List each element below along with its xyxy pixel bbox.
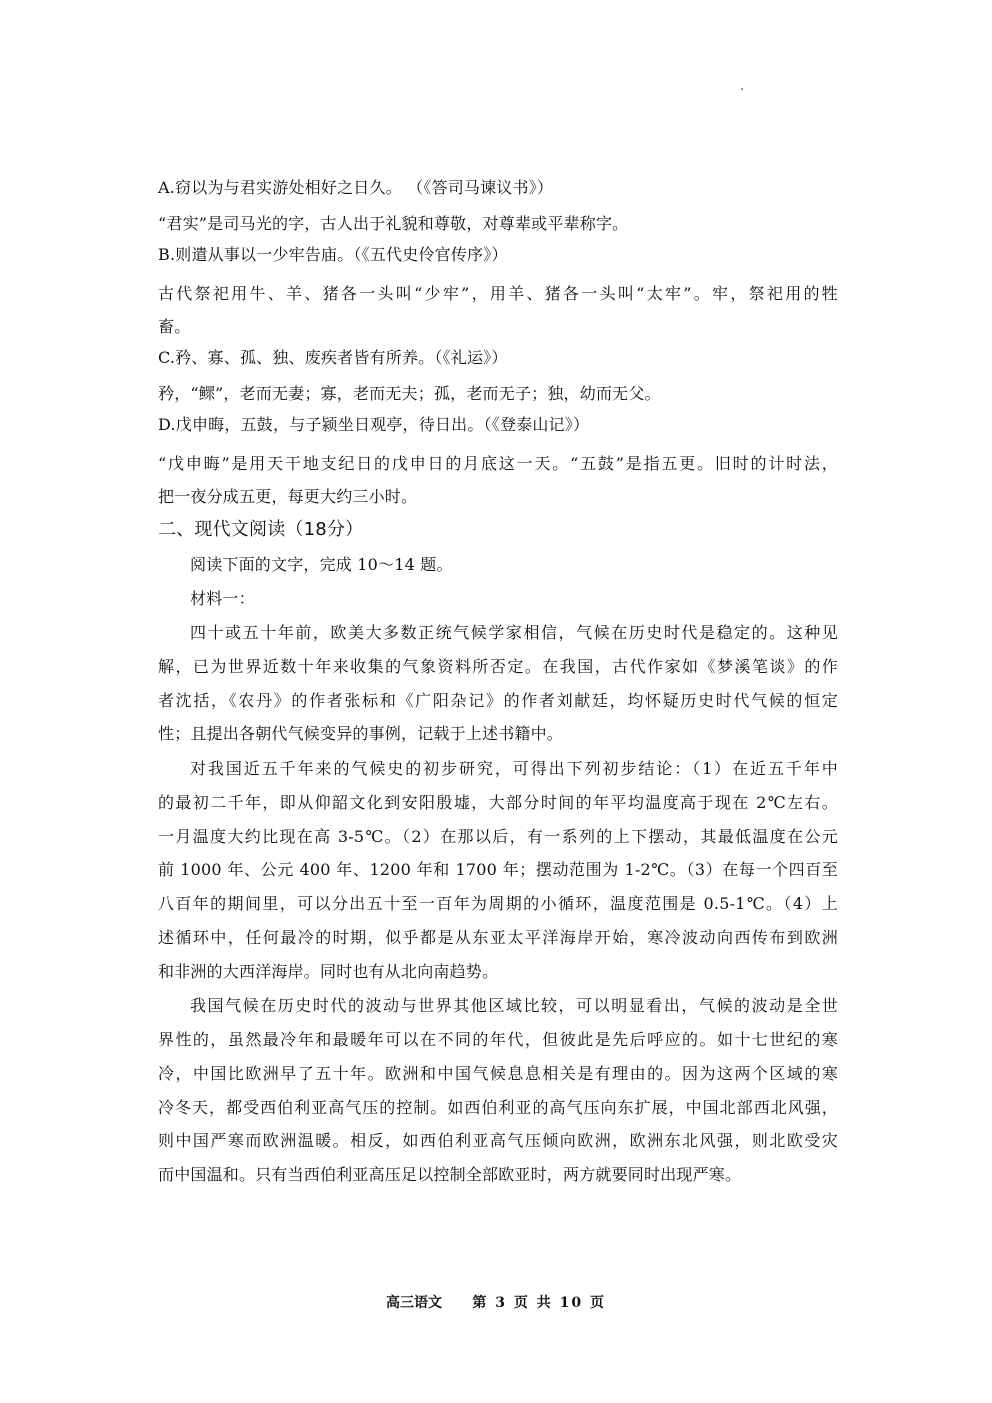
option-c-note: 矜，“鳏”，老而无妻；寡，老而无夫；孤，老而无子；独，幼而无父。 bbox=[158, 384, 661, 403]
paragraph-line: 则中国严寒而欧洲温暖。相反，如西伯利亚高气压倾向欧洲，欧洲东北风强，则北欧受灾 bbox=[158, 1131, 838, 1150]
paragraph-line: 解，已为世界近数十年来收集的气象资料所否定。在我国，古代作家如《梦溪笔谈》的作 bbox=[158, 657, 838, 676]
option-b-note-line2: 畜。 bbox=[158, 317, 191, 336]
paragraph-line: 的最初二千年，即从仰韶文化到安阳殷墟，大部分时间的年平均温度高于现在 2℃左右。 bbox=[158, 793, 838, 812]
option-d-note-line1: “戊申晦”是用天干地支纪日的戊申日的月底这一天。“五鼓”是指五更。旧时的计时法， bbox=[158, 454, 838, 473]
paragraph-line: 述循环中，任何最冷的时期，似乎都是从东亚太平洋海岸开始，寒冷波动向西传布到欧洲 bbox=[158, 928, 838, 947]
paragraph-line: 界性的，虽然最冷年和最暖年可以在不同的年代，但彼此是先后呼应的。如十七世纪的寒 bbox=[158, 1030, 838, 1049]
paragraph-line: 八百年的期间里，可以分出五十至一百年为周期的小循环，温度范围是 0.5-1℃。（4）上 bbox=[158, 894, 838, 913]
paragraph-line: 者沈括，《农丹》的作者张标和《广阳杂记》的作者刘献廷，均怀疑历史时代气候的恒定 bbox=[158, 691, 838, 710]
paragraph-line: 冷冬天，都受西伯利亚高气压的控制。如西伯利亚的高气压向东扩展，中国北部西北风强， bbox=[158, 1098, 838, 1117]
option-b-sentence: B.则遣从事以一少牢告庙。（《五代史伶官传序》） bbox=[158, 245, 508, 264]
section-title: 二、现代文阅读（18分） bbox=[158, 519, 364, 540]
scan-speck bbox=[741, 88, 743, 90]
paragraph-line: 性；且提出各朝代气候变异的事例，记载于上述书籍中。 bbox=[158, 724, 564, 743]
option-a-sentence: A.窃以为与君实游处相好之日久。 （《答司马谏议书》） bbox=[158, 178, 554, 197]
material-label: 材料一： bbox=[190, 589, 255, 608]
page-footer bbox=[0, 1294, 992, 1312]
paragraph-line: 而中国温和。只有当西伯利亚高压足以控制全部欧亚时，两方就要同时出现严寒。 bbox=[158, 1165, 742, 1184]
paragraph-line: 我国气候在历史时代的波动与世界其他区域比较，可以明显看出，气候的波动是全世 bbox=[190, 996, 838, 1015]
option-c-sentence: C.矜、寡、孤、独、废疾者皆有所养。（《礼运》） bbox=[158, 348, 508, 367]
footer-page-number: 第 3 页 共 10 页 bbox=[472, 1295, 607, 1311]
paragraph-line: 对我国近五千年来的气候史的初步研究，可得出下列初步结论：（1）在近五千年中 bbox=[190, 759, 838, 778]
footer-subject: 高三语文 bbox=[385, 1295, 442, 1311]
section-instruction: 阅读下面的文字，完成 10～14 题。 bbox=[190, 555, 453, 574]
paragraph-line: 一月温度大约比现在高 3-5℃。（2）在那以后，有一系列的上下摆动，其最低温度在公元 bbox=[158, 827, 838, 846]
paragraph-line: 四十或五十年前，欧美大多数正统气候学家相信，气候在历史时代是稳定的。这种见 bbox=[190, 623, 838, 642]
paragraph-line: 前 1000 年、公元 400 年、1200 年和 1700 年；摆动范围为 1-2℃。（3）在每一个四百至 bbox=[158, 860, 838, 879]
option-b-note-line1: 古代祭祀用牛、羊、猪各一头叫“少牢”，用羊、猪各一头叫“太牢”。牢，祭祀用的牲 bbox=[158, 284, 838, 303]
option-a-note: “君实”是司马光的字，古人出于礼貌和尊敬，对尊辈或平辈称字。 bbox=[158, 214, 629, 233]
paragraph-line: 冷，中国比欧洲早了五十年。欧洲和中国气候息息相关是有理由的。因为这两个区域的寒 bbox=[158, 1064, 838, 1083]
option-d-sentence: D.戊申晦，五鼓，与子颍坐日观亭，待日出。（《登泰山记》） bbox=[158, 415, 590, 434]
paragraph-line: 和非洲的大西洋海岸。同时也有从北向南趋势。 bbox=[158, 962, 499, 981]
option-d-note-line2: 把一夜分成五更，每更大约三小时。 bbox=[158, 487, 418, 506]
